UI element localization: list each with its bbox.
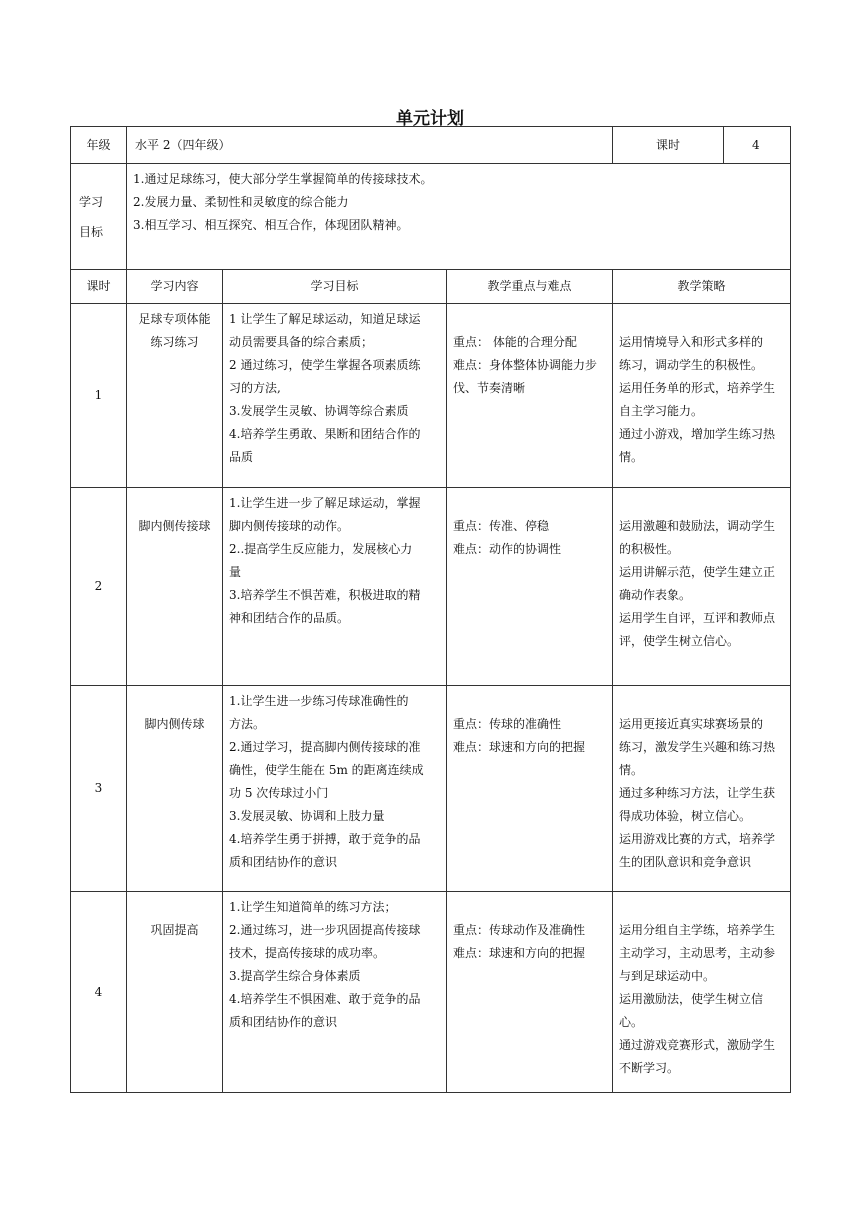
lesson-strategy: 运用更接近真实球赛场景的 练习，激发学生兴趣和练习热 情。 通过多种练习方法，让学生获 得成功体验，树立信心。 运用游戏比赛的方式，培养学 生的团队意识和竞争意识 [613, 686, 791, 892]
objectives-row [71, 164, 791, 270]
lesson-keypoints: 重点：传准、停稳 难点：动作的协调性 [447, 488, 613, 686]
lesson-number: 4 [71, 892, 127, 1093]
lesson-number: 3 [71, 686, 127, 892]
objectives-label: 学习 目标 [71, 164, 127, 270]
lesson-strategy: 运用情境导入和形式多样的 练习，调动学生的积极性。 运用任务单的形式，培养学生 自主学习能力。 通过小游戏，增加学生练习热 情。 [613, 304, 791, 488]
lesson-keypoints: 重点：传球的准确性 难点：球速和方向的把握 [447, 686, 613, 892]
page-title: 单元计划 [396, 109, 464, 129]
column-header-row [71, 270, 791, 304]
lesson-strategy: 运用分组自主学练，培养学生 主动学习，主动思考，主动参 与到足球运动中。 运用激励法，使学生树立信 心。 通过游戏竞赛形式，激励学生 不断学习。 [613, 892, 791, 1093]
column-header: 学习内容 [127, 270, 223, 304]
objective-item: 1.通过足球练习，使大部分学生掌握简单的传接球技术。 [133, 172, 433, 186]
grade-value: 水平 2（四年级） [135, 137, 231, 152]
lesson-number: 2 [71, 488, 127, 686]
lesson-content: 巩固提高 [127, 892, 223, 1093]
lesson-content: 足球专项体能 练习练习 [127, 304, 223, 488]
lesson-goals: 1 让学生了解足球运动，知道足球运 动员需要具备的综合素质； 2 通过练习，使学生掌握各项素质练 习的方法, 3.发展学生灵敏、协调等综合素质 4.培养学生勇敢、果断和团结合作的 品质 [223, 304, 447, 488]
objectives-content [127, 164, 791, 270]
lesson-goals: 1.让学生知道简单的练习方法； 2.通过练习，进一步巩固提高传接球 技术，提高传接球的成功率。 3.提高学生综合身体素质 4.培养学生不惧困难、敢于竞争的品 质和团结协作的意识 [223, 892, 447, 1093]
lesson-keypoints: 重点：传球动作及准确性 难点：球速和方向的把握 [447, 892, 613, 1093]
lesson-row [71, 304, 791, 488]
unit-plan-table [70, 126, 791, 1093]
lesson-content: 脚内侧传接球 [127, 488, 223, 686]
column-header: 课时 [71, 270, 127, 304]
column-header: 教学重点与难点 [447, 270, 613, 304]
lesson-goals: 1.让学生进一步了解足球运动，掌握 脚内侧传接球的动作。 2..提高学生反应能力，发展核心力 量 3.培养学生不惧苦难，积极进取的精 神和团结合作的品质。 [223, 488, 447, 686]
lesson-row [71, 488, 791, 686]
lesson-content: 脚内侧传球 [127, 686, 223, 892]
hours-value: 4 [752, 137, 760, 152]
column-header: 教学策略 [613, 270, 791, 304]
lesson-number: 1 [71, 304, 127, 488]
lesson-row [71, 686, 791, 892]
grade-row [71, 127, 791, 164]
lesson-keypoints: 重点： 体能的合理分配 难点：身体整体协调能力步 伐、节奏清晰 [447, 304, 613, 488]
lesson-goals: 1.让学生进一步练习传球准确性的 方法。 2.通过学习，提高脚内侧传接球的准 确性，使学生能在 5m 的距离连续成 功 5 次传球过小门 3.发展灵敏、协调和上肢力量 4.培养学生勇于拼搏，敢于竞争的品 质和团结协作的意识 [223, 686, 447, 892]
lesson-row [71, 892, 791, 1093]
hours-label: 课时 [613, 127, 724, 163]
column-header: 学习目标 [223, 270, 447, 304]
objective-item: 3.相互学习、相互探究、相互合作，体现团队精神。 [133, 218, 409, 232]
lesson-strategy: 运用激趣和鼓励法，调动学生 的积极性。 运用讲解示范，使学生建立正 确动作表象。 运用学生自评，互评和教师点 评，使学生树立信心。 [613, 488, 791, 686]
grade-label: 年级 [71, 127, 127, 164]
objective-item: 2.发展力量、柔韧性和灵敏度的综合能力 [133, 195, 349, 209]
